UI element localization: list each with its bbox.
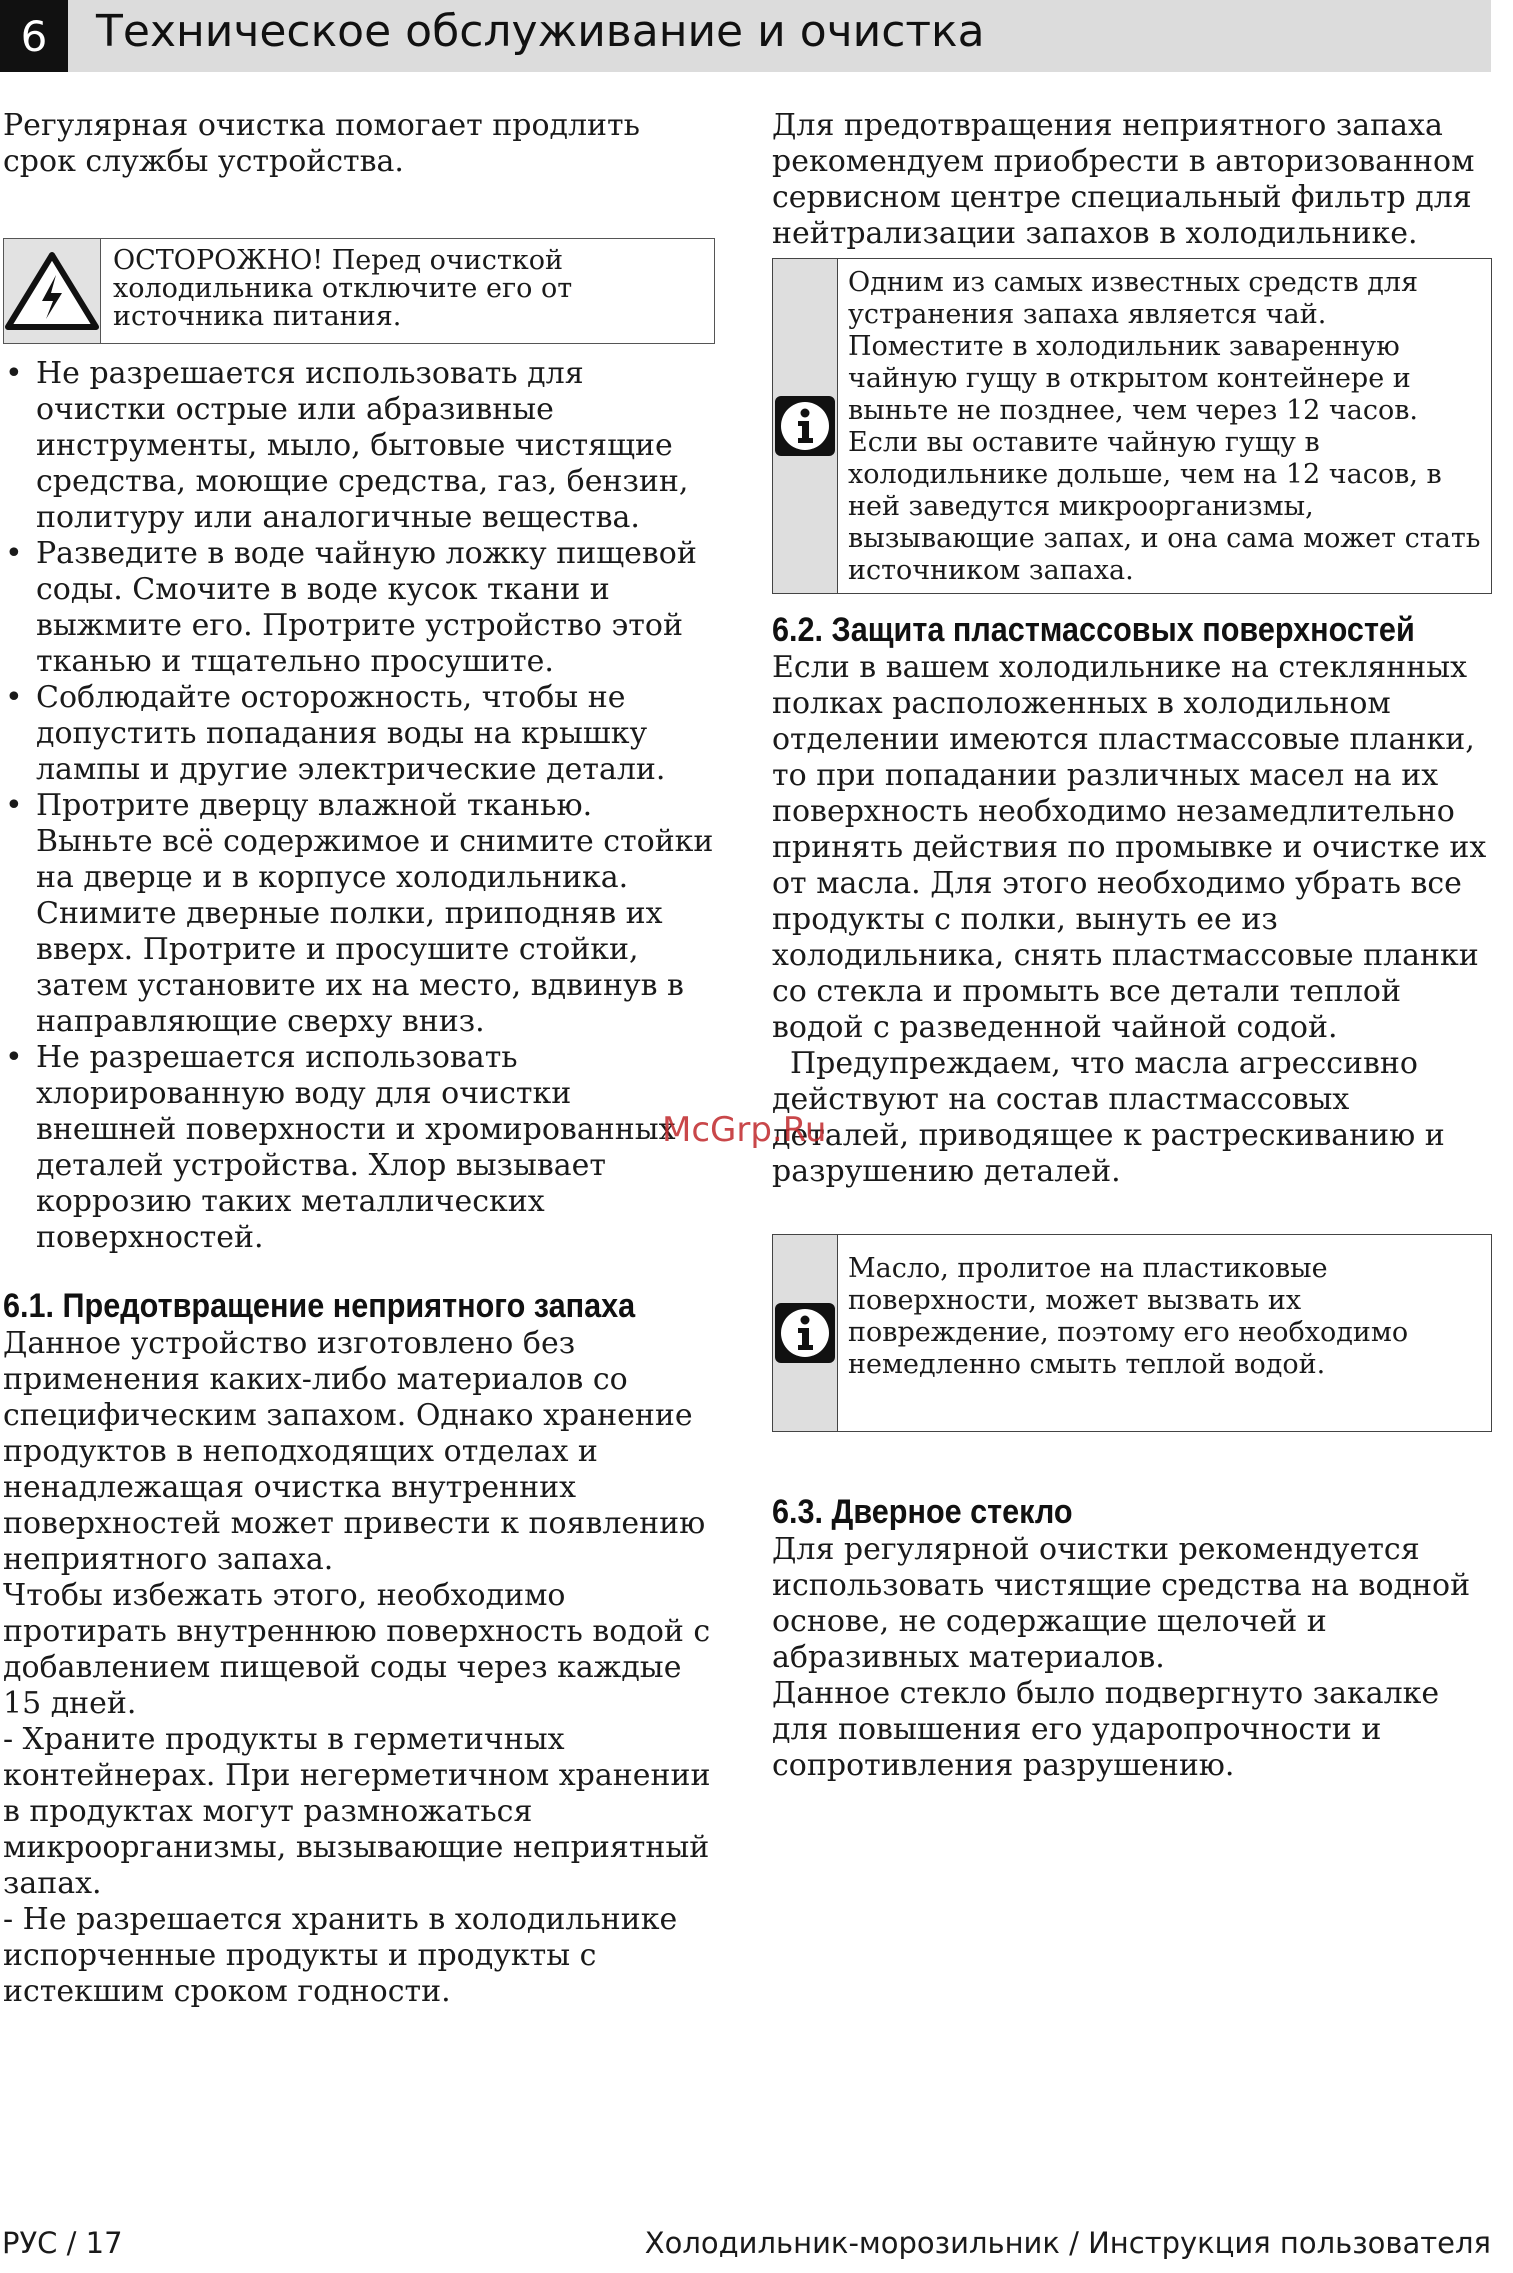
- electric-hazard-icon: [4, 251, 100, 331]
- intro-paragraph: Регулярная очистка помогает продлить срок службы устройства.: [3, 108, 640, 179]
- watermark: McGrp.Ru: [662, 1110, 827, 1150]
- warning-box: [3, 238, 715, 344]
- chapter-header: [0, 0, 1491, 72]
- info-icon: [773, 1301, 837, 1365]
- list-item: • Соблюдайте осторожность, чтобы не допустить попадания воды на крышку лампы и другие электрические детали.: [3, 680, 715, 788]
- cleaning-rules-list: [3, 356, 715, 1256]
- paragraph: - Храните продукты в герметичных контейнерах. При негерметичном хранении в продуктах могут размножаться микроорганизмы, вызывающие неприятный запах.: [3, 1722, 711, 1901]
- list-item: • Не разрешается использовать хлорированную воду для очистки внешней поверхности и хромированных деталей устройства. Хлор вызывает коррозию таких металлических поверхностей.: [3, 1040, 715, 1256]
- paragraph: Предупреждаем, что масла агрессивно действуют на состав пластмассовых деталей, приводящее к растрескиванию и разрушению деталей.: [772, 1046, 1445, 1189]
- info-box-tea: [772, 258, 1492, 594]
- info-text: Одним из самых известных средств для устранения запаха является чай. Поместите в холодильник заваренную чайную гущу в открытом контейнере и выньте не позднее, чем через 12 часов. Если вы оставите чайную гущу в холодильнике дольше, чем на 12 часов, в ней заведутся микроорганизмы, вызывающие запах, и она сама может стать источником запаха.: [848, 267, 1481, 586]
- chapter-title: Техническое обслуживание и очистка: [96, 6, 985, 57]
- paragraph: Данное устройство изготовлено без применения каких-либо материалов со специфическим запахом. Однако хранение продуктов в неподходящих отделах и ненадлежащая очистка внутренних поверхностей может привести к появлению неприятного запаха.: [3, 1326, 706, 1577]
- left-column: [3, 108, 715, 2010]
- section-heading-6-2: 6.2. Защита пластмассовых поверхностей: [772, 611, 1415, 649]
- paragraph: Для регулярной очистки рекомендуется использовать чистящие средства на водной основе, не содержащие щелочей и абразивных материалов.: [772, 1532, 1471, 1675]
- list-item: • Протрите дверцу влажной тканью. Выньте всё содержимое и снимите стойки на дверце и в корпусе холодильника. Снимите дверные полки, приподняв их вверх. Протрите и просушите стойки, затем установите их на место, вдвинув в направляющие сверху вниз.: [3, 788, 715, 1040]
- info-icon: [773, 394, 837, 458]
- chapter-number: 6: [0, 0, 68, 72]
- paragraph: - Не разрешается хранить в холодильнике испорченные продукты и продукты с истекшим сроком годности.: [3, 1902, 678, 2009]
- warning-text: ОСТОРОЖНО! Перед очисткой холодильника отключите его от источника питания.: [113, 245, 573, 332]
- info-text: Масло, пролитое на пластиковые поверхности, может вызвать их повреждение, поэтому его необходимо немедленно смыть теплой водой.: [848, 1253, 1409, 1380]
- section-heading-6-3: 6.3. Дверное стекло: [772, 1493, 1073, 1531]
- section-heading-6-1: 6.1. Предотвращение неприятного запаха: [3, 1287, 636, 1325]
- paragraph: Если в вашем холодильнике на стеклянных полках расположенных в холодильном отделении имеются пластмассовые планки, то при попадании различных масел на их поверхность необходимо незамедлительно принять действия по промывке и очистке их от масла. Для этого необходимо убрать все продукты с полки, вынуть ее из холодильника, снять пластмассовые планки со стекла и промыть все детали теплой водой с разведенной чайной содой.: [772, 650, 1487, 1045]
- paragraph: Чтобы избежать этого, необходимо протирать внутреннюю поверхность водой с добавлением пищевой соды через каждые 15 дней.: [3, 1578, 711, 1721]
- info-box-oil: [772, 1234, 1492, 1432]
- list-item: • Не разрешается использовать для очистки острые или абразивные инструменты, мыло, бытовые чистящие средства, моющие средства, газ, бензин, политуру или аналогичные вещества.: [3, 356, 715, 536]
- paragraph: Для предотвращения неприятного запаха рекомендуем приобрести в авторизованном сервисном центре специальный фильтр для нейтрализации запахов в холодильнике.: [772, 108, 1475, 251]
- right-column: [772, 108, 1492, 1784]
- paragraph: Данное стекло было подвергнуто закалке для повышения его ударопрочности и сопротивления разрушению.: [772, 1676, 1440, 1783]
- list-item: • Разведите в воде чайную ложку пищевой соды. Смочите в воде кусок ткани и выжмите его. Протрите устройство этой тканью и тщательно просушите.: [3, 536, 715, 680]
- page-number: РУС / 17: [2, 2226, 123, 2260]
- document-title: Холодильник-морозильник / Инструкция пользователя: [644, 2226, 1491, 2260]
